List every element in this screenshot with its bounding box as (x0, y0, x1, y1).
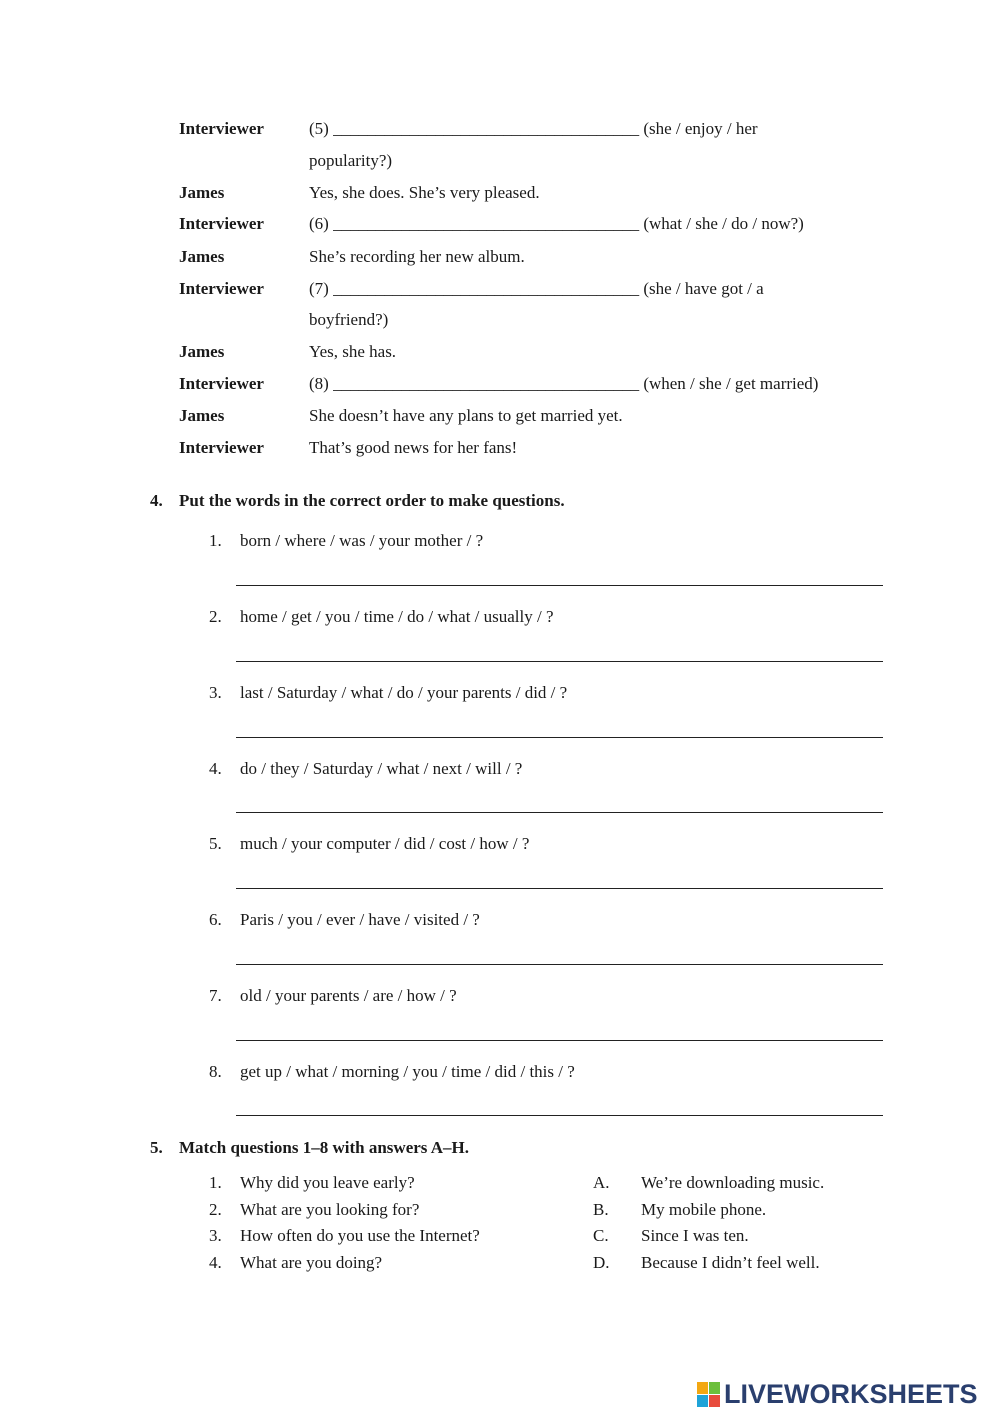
speaker-label: Interviewer (179, 119, 264, 138)
answer-line[interactable] (236, 585, 883, 586)
answer-line[interactable] (236, 737, 883, 738)
section-number: 5. (150, 1138, 163, 1157)
speaker-label: Interviewer (179, 374, 264, 393)
section-title: Match questions 1–8 with answers A–H. (179, 1138, 469, 1157)
answer-line[interactable] (236, 661, 883, 662)
liveworksheets-logo[interactable] (697, 1377, 978, 1411)
question-number: 5. (209, 834, 222, 853)
speaker-label: James (179, 247, 225, 266)
question-number: 1. (209, 531, 222, 550)
match-question: How often do you use the Internet? (240, 1226, 480, 1245)
question-prompt: home / get / you / time / do / what / usually / ? (240, 607, 554, 626)
answer-line[interactable] (236, 964, 883, 965)
question-number: 8. (209, 1062, 222, 1081)
question-prompt: last / Saturday / what / do / your parents / did / ? (240, 683, 568, 702)
match-answer: We’re downloading music. (641, 1173, 825, 1192)
question-number: 4. (209, 759, 222, 778)
match-question-number: 4. (209, 1253, 222, 1272)
question-number: 3. (209, 683, 222, 702)
match-question: Why did you leave early? (240, 1173, 415, 1192)
section-number: 4. (150, 491, 163, 510)
speaker-label: James (179, 342, 225, 361)
answer-line[interactable] (236, 1115, 883, 1116)
match-question: What are you doing? (240, 1253, 383, 1272)
question-number: 6. (209, 910, 222, 929)
question-prompt: do / they / Saturday / what / next / will / ? (240, 759, 523, 778)
match-answer: My mobile phone. (641, 1200, 767, 1219)
match-question-number: 1. (209, 1173, 222, 1192)
match-answer-letter: C. (593, 1226, 609, 1245)
match-question-number: 2. (209, 1200, 222, 1219)
dialogue-line: Yes, she has. (309, 342, 397, 361)
speaker-label: Interviewer (179, 438, 264, 457)
dialogue-line: (8) ____________________________________ (when / she / get married) (309, 374, 819, 393)
logo-mark-icon (697, 1379, 721, 1409)
question-prompt: much / your computer / did / cost / how / ? (240, 834, 530, 853)
dialogue-line: She’s recording her new album. (309, 247, 525, 266)
answer-line[interactable] (236, 812, 883, 813)
match-answer: Because I didn’t feel well. (641, 1253, 820, 1272)
speaker-label: James (179, 406, 225, 425)
speaker-label: James (179, 183, 225, 202)
match-question-number: 3. (209, 1226, 222, 1245)
dialogue-line: (7) ____________________________________ (she / have got / a (309, 279, 764, 298)
dialogue-line: (6) ____________________________________ (what / she / do / now?) (309, 214, 804, 233)
logo-text: LIVEWORKSHEETS (724, 1378, 978, 1409)
question-prompt: born / where / was / your mother / ? (240, 531, 484, 550)
speaker-label: Interviewer (179, 214, 264, 233)
answer-line[interactable] (236, 888, 883, 889)
dialogue-line: Yes, she does. She’s very pleased. (309, 183, 540, 202)
dialogue-line: popularity?) (309, 151, 393, 170)
question-prompt: old / your parents / are / how / ? (240, 986, 457, 1005)
answer-line[interactable] (236, 1040, 883, 1041)
match-answer-letter: B. (593, 1200, 609, 1219)
match-answer: Since I was ten. (641, 1226, 749, 1245)
question-number: 7. (209, 986, 222, 1005)
dialogue-line: (5) ____________________________________ (she / enjoy / her (309, 119, 758, 138)
question-prompt: Paris / you / ever / have / visited / ? (240, 910, 480, 929)
question-prompt: get up / what / morning / you / time / did / this / ? (240, 1062, 575, 1081)
section-title: Put the words in the correct order to make questions. (179, 491, 565, 510)
match-answer-letter: A. (593, 1173, 610, 1192)
speaker-label: Interviewer (179, 279, 264, 298)
match-answer-letter: D. (593, 1253, 610, 1272)
dialogue-line: She doesn’t have any plans to get married yet. (309, 406, 623, 425)
question-number: 2. (209, 607, 222, 626)
dialogue-line: That’s good news for her fans! (309, 438, 518, 457)
dialogue-line: boyfriend?) (309, 310, 389, 329)
match-question: What are you looking for? (240, 1200, 420, 1219)
